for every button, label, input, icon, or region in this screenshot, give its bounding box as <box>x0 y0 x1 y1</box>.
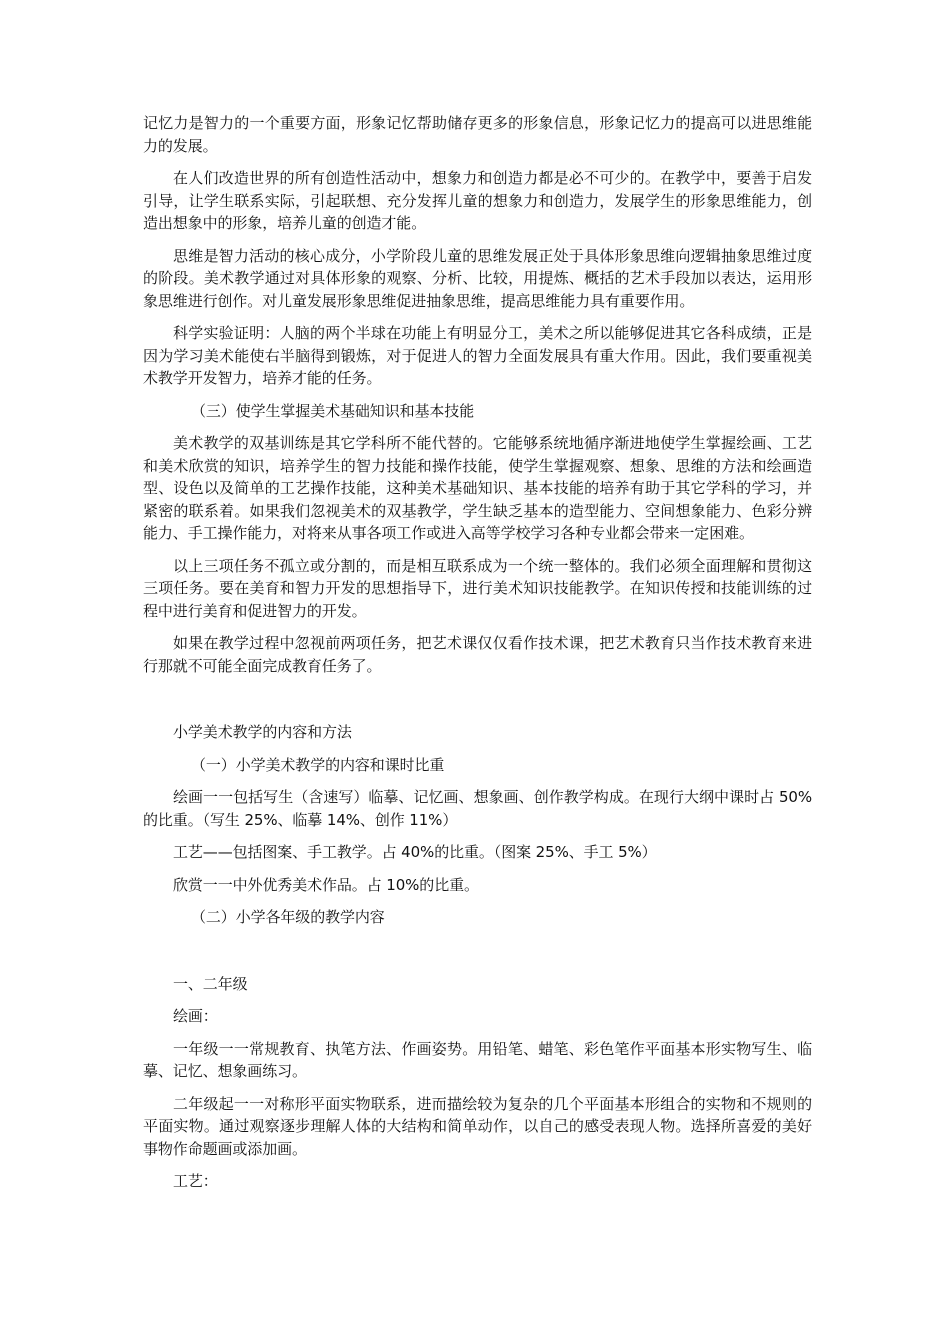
paragraph-grade-one: 一年级一一常规教育、执笔方法、作画姿势。用铅笔、蜡笔、彩色笔作平面基本形实物写生、临摹、记忆、想象画练习。 <box>143 1039 812 1080</box>
paragraph-craft: 工艺——包括图案、手工教学。占 40%的比重。（图案 25%、手工 5%） <box>173 843 657 861</box>
paragraph-painting: 绘画一一包括写生（含速写）临摹、记忆画、想象画、创作教学构成。在现行大纲中课时占 50%的比重。（写生 25%、临摹 14%、创作 11%） <box>143 788 812 829</box>
paragraph-double-basics: 美术教学的双基训练是其它学科所不能代替的。它能够系统地循序渐进地使学生掌握绘画、工艺和美术欣赏的知识，培养学生的智力技能和操作技能，使学生掌握观察、想象、思维的方法和绘画造型、设色以及简单的工艺操作技能，这种美术基础知识、基本技能的培养有助于其它学科的学习，并紧密的联系着。如果我们忽视美术的双基教学，学生缺乏基本的造型能力、空间想象能力、色彩分辨能力、手工操作能力，对将来从事各项工作或进入高等学校学习各种专业都会带来一定困难。 <box>143 434 812 542</box>
document-page <box>143 112 812 1193</box>
heading-content-and-methods: 小学美术教学的内容和方法 <box>173 723 352 741</box>
label-painting: 绘画： <box>173 1007 218 1025</box>
paragraph-ignore-tasks: 如果在教学过程中忽视前两项任务，把艺术课仅仅看作技术课，把艺术教育只当作技术教育来进行那就不可能全面完成教育任务了。 <box>143 634 812 675</box>
paragraph-memory: 记忆力是智力的一个重要方面，形象记忆帮助储存更多的形象信息，形象记忆力的提高可以进思维能力的发展。 <box>143 114 812 155</box>
section-heading-content-proportion: （一）小学美术教学的内容和课时比重 <box>191 755 445 774</box>
paragraph-thinking: 思维是智力活动的核心成分，小学阶段儿童的思维发展正处于具体形象思维向逻辑抽象思维过度的阶段。美术教学通过对具体形象的观察、分析、比较，用提炼、概括的艺术手段加以表达，运用形象思维进行创作。对儿童发展形象思维促进抽象思维，提高思维能力具有重要作用。 <box>143 246 812 310</box>
label-craft: 工艺： <box>173 1172 218 1190</box>
paragraph-science-experiment: 科学实验证明：人脑的两个半球在功能上有明显分工，美术之所以能够促进其它各科成绩，正是因为学习美术能使右半脑得到锻炼，对于促进人的智力全面发展具有重大作用。因此，我们要重视美术教学开发智力，培养才能的任务。 <box>143 324 812 387</box>
paragraph-imagination: 在人们改造世界的所有创造性活动中，想象力和创造力都是必不可少的。在教学中，要善于启发引导，让学生联系实际，引起联想、充分发挥儿童的想象力和创造力，发展学生的形象思维能力，创造出想象中的形象，培养儿童的创造才能。 <box>143 169 812 232</box>
heading-grades-one-two: 一、二年级 <box>173 974 248 993</box>
paragraph-grade-two: 二年级起一一对称形平面实物联系，进而描绘较为复杂的几个平面基本形组合的实物和不规则的平面实物。通过观察逐步理解人体的大结构和简单动作，以自己的感受表现人物。选择所喜爱的美好事物作命题画或添加画。 <box>143 1094 812 1158</box>
paragraph-appreciation: 欣赏一一中外优秀美术作品。占 10%的比重。 <box>173 875 479 894</box>
section-heading-grade-content: （二）小学各年级的教学内容 <box>191 908 385 926</box>
section-heading-basic-skills: （三）使学生掌握美术基础知识和基本技能 <box>191 401 475 420</box>
paragraph-three-tasks: 以上三项任务不孤立或分割的，而是相互联系成为一个统一整体的。我们必须全面理解和贯彻这三项任务。要在美育和智力开发的思想指导下，进行美术知识技能教学。在知识传授和技能训练的过程中进行美育和促进智力的开发。 <box>143 556 812 620</box>
